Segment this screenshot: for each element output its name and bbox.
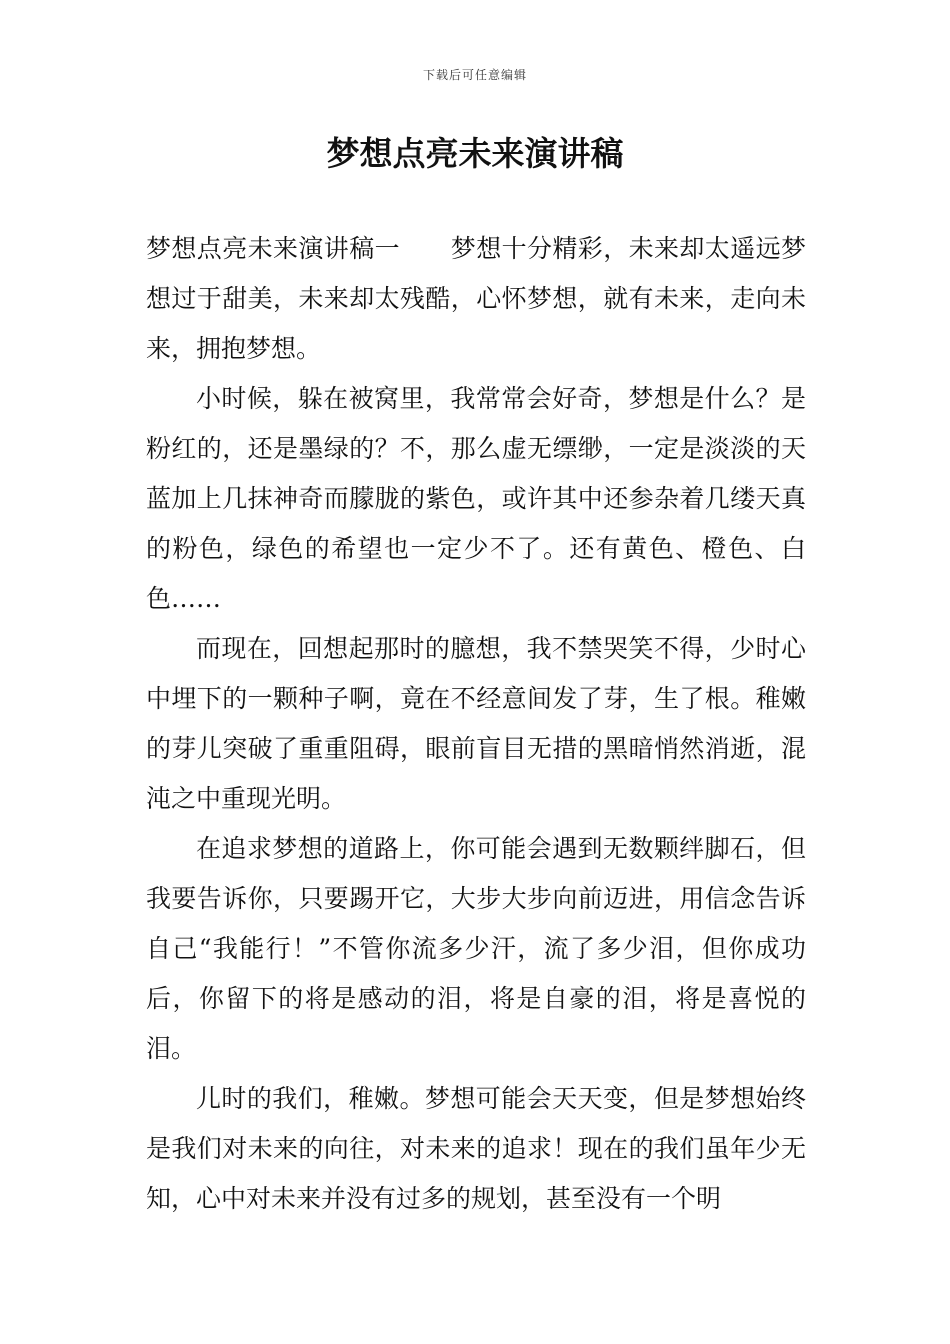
paragraph-5: 儿时的我们，稚嫩。梦想可能会天天变，但是梦想始终是我们对未来的向往，对未来的追求！现在的我们虽年少无知，心中对未来并没有过多的规划，甚至没有一个明 [146, 1084, 806, 1213]
paragraph-2: 小时候，躲在被窝里，我常常会好奇，梦想是什么？是粉红的，还是墨绿的？不，那么虚无缥缈，一定是淡淡的天蓝加上几抹神奇而朦胧的紫色，或许其中还参杂着几缕天真的粉色，绿色的希望也一定少不了。还有黄色、橙色、白色…… [146, 384, 806, 613]
document-title: 梦想点亮未来演讲稿 [326, 134, 624, 173]
paragraph-4: 在追求梦想的道路上，你可能会遇到无数颗绊脚石，但我要告诉你，只要踢开它，大步大步向前迈进，用信念告诉自己“我能行！”不管你流多少汗，流了多少泪，但你成功后，你留下的将是感动的泪，将是自豪的泪，将是喜悦的泪。 [146, 834, 806, 1063]
page-header-note: 下载后可任意编辑 [422, 68, 527, 82]
document-body [146, 224, 806, 1224]
paragraph-1: 梦想点亮未来演讲稿一 梦想十分精彩，未来却太遥远梦想过于甜美，未来却太残酷，心怀梦想，就有未来，走向未来，拥抱梦想。 [146, 234, 806, 363]
paragraph-3: 而现在，回想起那时的臆想，我不禁哭笑不得，少时心中埋下的一颗种子啊，竟在不经意间发了芽，生了根。稚嫩的芽儿突破了重重阻碍，眼前盲目无措的黑暗悄然消逝，混沌之中重现光明。 [146, 634, 806, 813]
